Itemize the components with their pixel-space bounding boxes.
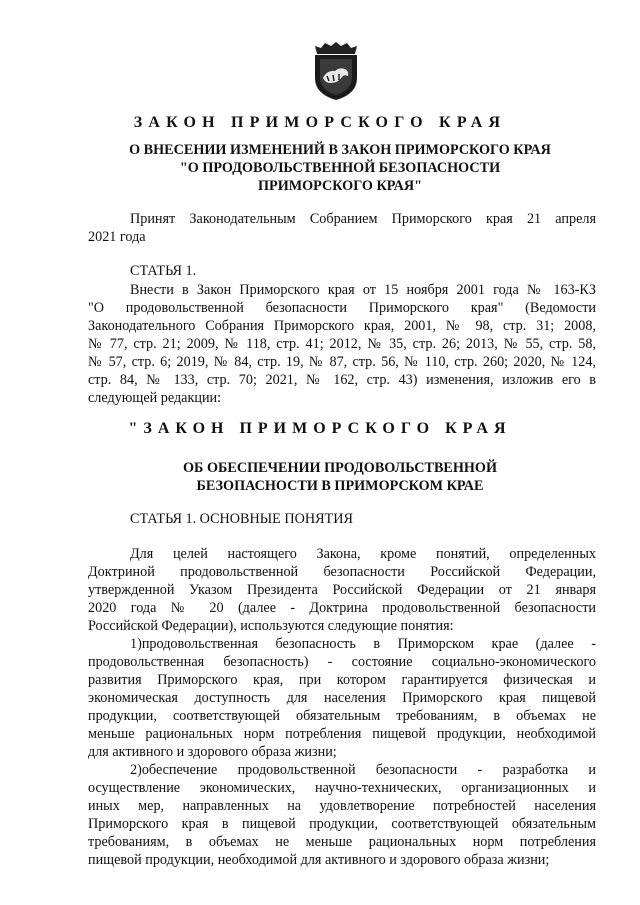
subtitle-line: О ВНЕСЕНИИ ИЗМЕНЕНИЙ В ЗАКОН ПРИМОРСКОГО КРАЯ <box>129 142 551 158</box>
new-law-subtitle <box>80 459 600 495</box>
text-line: следующей редакции: <box>88 390 222 406</box>
text-line: экономическая доступность для населения Приморского края пищевой <box>88 690 596 706</box>
text-line: пищевой продукции, необходимой для активного и здорового образа жизни; <box>88 852 550 868</box>
new-law-title: "ЗАКОН ПРИМОРСКОГО КРАЯ <box>128 420 512 437</box>
text-line: Для целей настоящего Закона, кроме понятий, определенных <box>130 546 596 562</box>
text-line: для активного и здорового образа жизни; <box>88 744 337 760</box>
subtitle-line: БЕЗОПАСНОСТИ В ПРИМОРСКОМ КРАЕ <box>196 478 484 494</box>
law-subtitle <box>80 141 600 195</box>
text-line: Принят Законодательным Собранием Приморского края 21 апреля <box>130 211 596 227</box>
text-line: продовольственная безопасность) - состояние социально-экономического <box>88 654 596 670</box>
text-line: требованиям, в объемах не меньше рациональных норм потребления <box>88 834 596 850</box>
text-line: 1)продовольственная безопасность в Приморском крае (далее - <box>130 636 596 652</box>
intro-paragraph <box>88 545 596 635</box>
text-line: осуществление экономических, научно-технических, организационных и <box>88 780 596 796</box>
text-line: стр. 84, № 133, стр. 70; 2021, № 162, стр. 43) изменения, изложив его в <box>88 372 596 388</box>
text-line: 2021 года <box>88 229 146 245</box>
subtitle-line: ОБ ОБЕСПЕЧЕНИИ ПРОДОВОЛЬСТВЕННОЙ <box>182 460 498 476</box>
law-title: ЗАКОН ПРИМОРСКОГО КРАЯ <box>133 114 507 131</box>
subtitle-line: "О ПРОДОВОЛЬСТВЕННОЙ БЕЗОПАСНОСТИ <box>179 160 501 176</box>
adoption-note <box>88 210 596 246</box>
text-line: Законодательного Собрания Приморского края, 2001, № 98, стр. 31; 2008, <box>88 318 596 334</box>
text-line: Внести в Закон Приморского края от 15 ноября 2001 года № 163-КЗ <box>130 282 596 298</box>
text-line: утвержденной Указом Президента Российской Федерации от 21 января <box>88 582 596 598</box>
text-line: Приморского края в пищевой продукции, соответствующей обязательным <box>88 816 596 832</box>
subtitle-line: ПРИМОРСКОГО КРАЯ" <box>258 178 422 194</box>
definition-item-1 <box>88 635 596 761</box>
coat-of-arms-icon <box>311 40 361 102</box>
text-line: № 57, стр. 6; 2019, № 84, стр. 19, № 87, стр. 56, № 110, стр. 260; 2020, № 124, <box>88 354 596 370</box>
text-line: Доктриной продовольственной безопасности Российской Федерации, <box>88 564 596 580</box>
definition-item-2 <box>88 761 596 869</box>
article-heading: СТАТЬЯ 1. ОСНОВНЫЕ ПОНЯТИЯ <box>130 511 353 527</box>
article-1-body <box>88 281 596 407</box>
text-line: № 77, стр. 21; 2009, № 118, стр. 41; 2012, № 35, стр. 26; 2013, № 55, стр. 58, <box>88 336 596 352</box>
text-line: "О продовольственной безопасности Приморского края" (Ведомости <box>88 300 596 316</box>
text-line: иных мер, направленных на удовлетворение потребностей населения <box>88 798 596 814</box>
text-line: меньше рациональных норм потребления пищевой продукции, необходимой <box>88 726 596 742</box>
text-line: продукции, соответствующей обязательным требованиям, в объемах не <box>88 708 596 724</box>
text-line: развития Приморского края, при котором гарантируется физическая и <box>88 672 596 688</box>
text-line: Российской Федерации), используются следующие понятия: <box>88 618 454 634</box>
article-heading: СТАТЬЯ 1. <box>130 263 197 279</box>
text-line: 2)обеспечение продовольственной безопасности - разработка и <box>130 762 596 778</box>
text-line: 2020 года № 20 (далее - Доктрина продовольственной безопасности <box>88 600 596 616</box>
